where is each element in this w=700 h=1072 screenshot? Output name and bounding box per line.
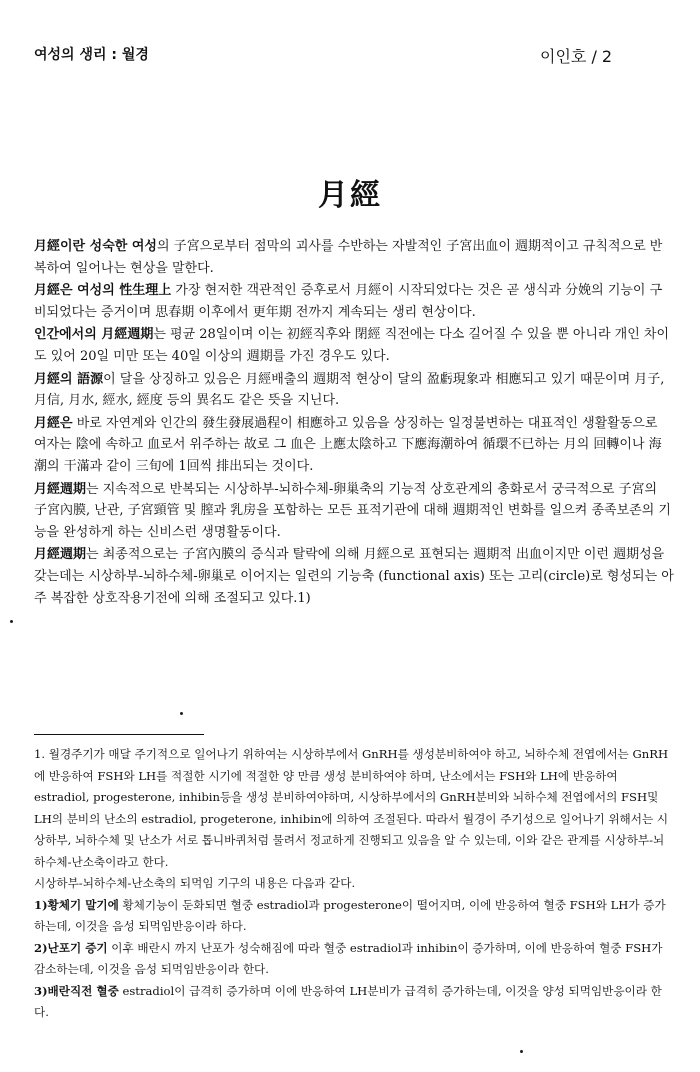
paragraph-lead: 月經은 여성의 性生理上	[34, 283, 172, 299]
scan-speck	[180, 712, 183, 715]
paragraph	[34, 544, 674, 609]
footnote	[34, 744, 674, 1024]
paragraph-text: 가장 현저한 객관적인 증후로서 月經이 시작되었다는 것은 곧 생식과 分娩의 기능이 구비되었다는 증거이며 思春期 이후에서 更年期 전까지 계속되는 생리 현상이다.	[34, 283, 663, 320]
footnote-item	[34, 938, 674, 981]
scan-speck	[10, 620, 13, 623]
page-title: 月經	[318, 178, 382, 213]
body-text	[34, 236, 674, 610]
paragraph-text: 이 달을 상징하고 있음은 月經배출의 週期적 현상이 달의 盈虧現象과 相應되고 있기 때문이며 月子, 月信, 月水, 經水, 經度 등의 異名도 같은 뜻을 지닌다.	[34, 371, 665, 409]
paragraph-lead: 月經週期	[34, 481, 87, 497]
footnote-divider	[34, 734, 204, 735]
scan-speck	[520, 1050, 523, 1053]
footnote-item-lead: 3)배란직전 혈중	[34, 983, 119, 998]
paragraph	[34, 236, 674, 279]
paragraph-lead: 月經은	[34, 415, 73, 431]
paragraph	[34, 324, 674, 367]
paragraph	[34, 280, 674, 323]
footnote-item-lead: 1)황체기 말기에	[34, 897, 119, 912]
footnote-item-text: estradiol이 급격히 증가하며 이에 반응하여 LH분비가 급격히 증가하는데, 이것을 양성 되먹임반응이라 한다.	[34, 983, 662, 1019]
footnote-item-text: 황체기능이 둔화되면 혈중 estradiol과 progesterone이 떨어지며, 이에 반응하여 혈중 FSH와 LH가 증가하는데, 이것을 음성 되먹임반응이라 하다.	[34, 897, 666, 933]
footnote-item	[34, 981, 674, 1024]
paragraph-text: 는 지속적으로 반복되는 시상하부-뇌하수체-卵巢축의 기능적 상호관계의 총화로서 궁극적으로 子宮의 子宮內膜, 난관, 子宮頸管 및 膣과 乳房을 포함하는 모든 표적기관에 대해 週期적인 변화를 일으켜 종족보존의 기능을 완성하게 하는 신비스런 생명활동이다.	[34, 481, 671, 540]
footnote-item	[34, 895, 674, 938]
paragraph-text: 바로 자연계와 인간의 發生發展過程이 相應하고 있음을 상징하는 일정불변하는 대표적인 생활활동으로 여자는 陰에 속하고 血로서 위주하는 故로 그 血은 上應太陰하고 下應海潮하여 循環不已하는 月의 回轉이나 海潮의 干滿과 같이 三旬에 1回씩 排出되는 것이다.	[34, 415, 662, 474]
paragraph-text: 의 子宮으로부터 점막의 괴사를 수반하는 자발적인 子宮出血이 週期적이고 규칙적으로 반복하여 일어나는 현상을 말한다.	[34, 239, 663, 276]
footnote-subtitle: 시상하부-뇌하수체-난소축의 되먹임 기구의 내용은 다음과 같다.	[34, 876, 356, 890]
header-section-title: 여성의 생리 : 월경	[34, 47, 149, 63]
paragraph-lead: 인간에서의 月經週期	[34, 327, 154, 343]
footnote-item-text: 이후 배란시 까지 난포가 성숙해짐에 따라 혈중 estradiol과 inhibin이 증가하며, 이에 반응하여 혈중 FSH가 감소하는데, 이것을 음성 되먹임반응이라 한다.	[34, 940, 663, 976]
paragraph-lead: 月經의 語源	[34, 371, 104, 387]
header-author-page: 이인호 / 2	[540, 47, 613, 66]
paragraph-text: 는 평균 28일이며 이는 初經직후와 閉經 직전에는 다소 길어질 수 있을 뿐 아니라 개인 차이도 있어 20일 미만 또는 40일 이상의 週期를 가진 경우도 있다.	[34, 327, 670, 364]
footnote-intro: 1. 월경주기가 매달 주기적으로 일어나기 위하여는 시상하부에서 GnRH를 생성분비하여야 하고, 뇌하수체 전엽에서는 GnRH에 반응하여 FSH와 LH를 적절한 시기에 적절한 양 만큼 생성 분비하여야 하며, 난소에서는 FSH와 LH에 반응하여 estradiol, progesterone, inhibin등을 생성 분비하여야하며, 시상하부에서의 GnRH분비와 뇌하수체 전엽에서의 FSH및 LH의 분비의 난소의 estradiol, progeterone, inhibin에 의하여 조절된다. 따라서 월경이 주기성으로 일어나기 위해서는 시상하부, 뇌하수체 및 난소가 서로 톱니바퀴처럼 물려서 정교하게 진행되고 있음을 알 수 있는데, 이와 같은 관계를 시상하부-뇌하수체-난소축이라고 한다.	[34, 747, 669, 869]
paragraph	[34, 413, 674, 478]
footnote-item-lead: 2)난포기 증기	[34, 940, 108, 955]
paragraph	[34, 369, 674, 412]
paragraph-text: 는 최종적으로는 子宮內膜의 증식과 탈락에 의해 月經으로 표현되는 週期적 出血이지만 이런 週期성을 갖는데는 시상하부-뇌하수체-卵巢로 이어지는 일련의 기능축 (functional axis) 또는 고리(circle)로 형성되는 아주 복잡한 상호작용기전에 의해 조절되고 있다.1)	[34, 547, 674, 606]
paragraph	[34, 479, 674, 544]
paragraph-lead: 月經週期	[34, 547, 87, 563]
paragraph-lead: 月經이란 성숙한 여성	[34, 239, 157, 254]
